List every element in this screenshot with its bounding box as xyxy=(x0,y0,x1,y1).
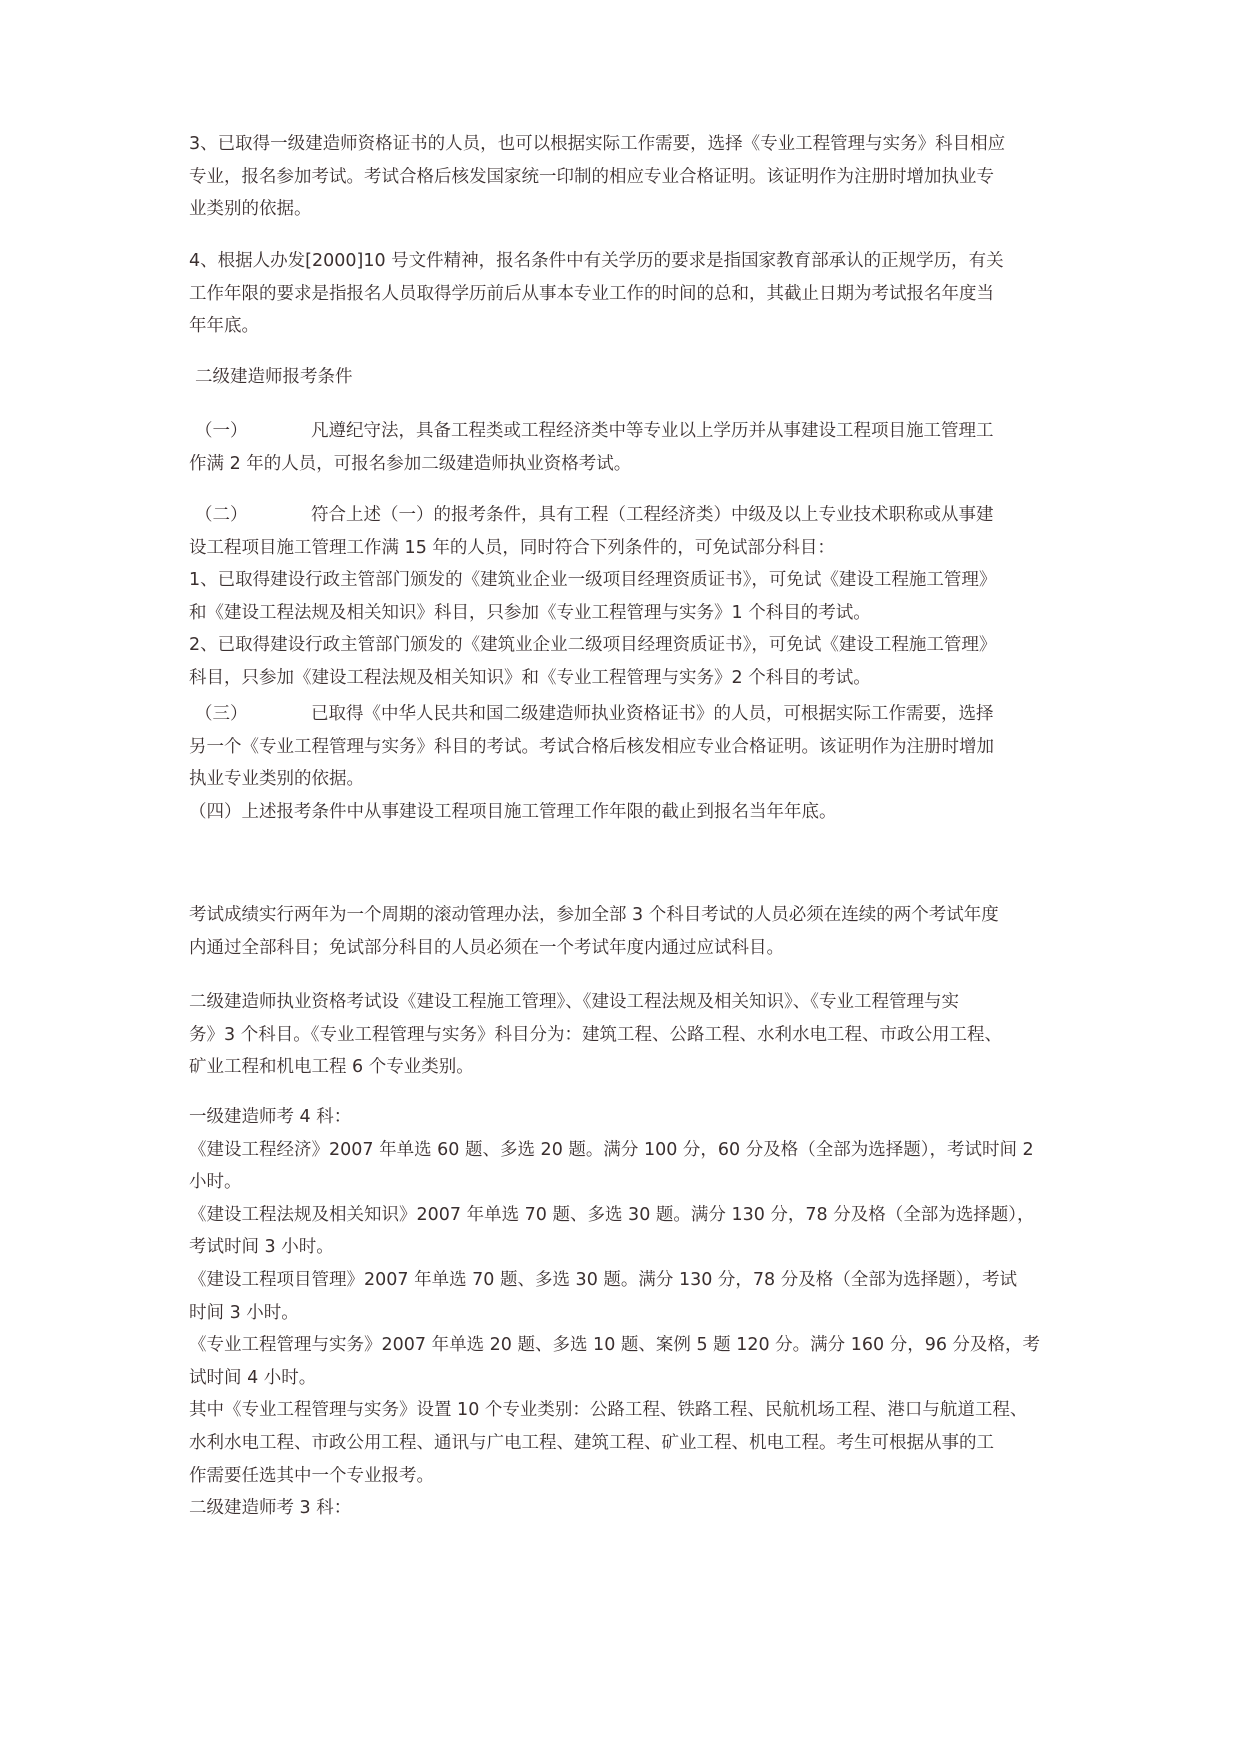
text-line: 作需要任选其中一个专业报考。 xyxy=(189,1465,434,1486)
text-line: 科目，只参加《建设工程法规及相关知识》和《专业工程管理与实务》2 个科目的考试。 xyxy=(189,667,871,688)
condition-text: 已取得《中华人民共和国二级建造师执业资格证书》的人员，可根据实际工作需要，选择 xyxy=(311,704,994,724)
text-line: 1、已取得建设行政主管部门颁发的《建筑业企业一级项目经理资质证书》，可免试《建设工程施工管理》 xyxy=(189,570,997,591)
text-line: 矿业工程和机电工程 6 个专业类别。 xyxy=(189,1057,474,1078)
text-line: 《建设工程经济》2007 年单选 60 题、多选 20 题。满分 100 分，60 分及格（全部为选择题），考试时间 2 xyxy=(189,1139,1034,1160)
text-line: 时间 3 小时。 xyxy=(189,1302,299,1323)
paragraph-level2-subjects xyxy=(189,986,1059,1084)
text-line: 内通过全部科目；免试部分科目的人员必须在一个考试年度内通过应试科目。 xyxy=(189,937,784,958)
text-line: 年年底。 xyxy=(189,316,259,337)
text-line: 执业专业类别的依据。 xyxy=(189,769,364,790)
condition-first-line xyxy=(189,499,1059,532)
text-line: 一级建造师考 4 科： xyxy=(189,1107,352,1127)
paragraph-item-3 xyxy=(189,128,1059,226)
enum-label: （二） xyxy=(195,505,248,525)
text-line: 另一个《专业工程管理与实务》科目的考试。考试合格后核发相应专业合格证明。该证明作为注册时增加 xyxy=(189,736,994,757)
paragraph-exam-subjects xyxy=(189,1101,1059,1525)
text-line: （四）上述报考条件中从事建设工程项目施工管理工作年限的截止到报名当年年底。 xyxy=(189,801,837,822)
text-line: 《建设工程法规及相关知识》2007 年单选 70 题、多选 30 题。满分 130 分，78 分及格（全部为选择题）， xyxy=(189,1204,1035,1225)
text-line: 设工程项目施工管理工作满 15 年的人员，同时符合下列条件的，可免试部分科目： xyxy=(189,537,835,558)
text-line: 《建设工程项目管理》2007 年单选 70 题、多选 30 题。满分 130 分，78 分及格（全部为选择题），考试 xyxy=(189,1269,1017,1290)
condition-text: 凡遵纪守法，具备工程类或工程经济类中等专业以上学历并从事建设工程项目施工管理工 xyxy=(311,421,994,441)
condition-1 xyxy=(189,415,1059,480)
enum-label: （三） xyxy=(195,704,248,724)
text-line: 小时。 xyxy=(189,1172,242,1193)
text-line: 3、已取得一级建造师资格证书的人员，也可以根据实际工作需要，选择《专业工程管理与实务》科目相应 xyxy=(189,134,1006,154)
text-line: 和《建设工程法规及相关知识》科目，只参加《专业工程管理与实务》1 个科目的考试。 xyxy=(189,602,871,623)
text-line: 2、已取得建设行政主管部门颁发的《建筑业企业二级项目经理资质证书》，可免试《建设工程施工管理》 xyxy=(189,635,997,656)
text-line: 其中《专业工程管理与实务》设置 10 个专业类别：公路工程、铁路工程、民航机场工程、港口与航道工程、 xyxy=(189,1400,1028,1421)
section-heading xyxy=(189,361,1059,394)
condition-3 xyxy=(189,698,1059,828)
text-line: 水利水电工程、市政公用工程、通讯与广电工程、建筑工程、矿业工程、机电工程。考生可根据从事的工 xyxy=(189,1432,994,1453)
text-line: 工作年限的要求是指报名人员取得学历前后从事本专业工作的时间的总和，其截止日期为考试报名年度当 xyxy=(189,283,994,304)
condition-2 xyxy=(189,499,1059,695)
text-line: 业类别的依据。 xyxy=(189,199,312,220)
condition-text: 符合上述（一）的报考条件，具有工程（工程经济类）中级及以上专业技术职称或从事建 xyxy=(311,505,994,525)
paragraph-score-rule xyxy=(189,899,1059,964)
text-line: 考试时间 3 小时。 xyxy=(189,1237,334,1258)
paragraph-item-4 xyxy=(189,245,1059,343)
text-line: 二级建造师考 3 科： xyxy=(189,1498,352,1519)
text-line: 4、根据人办发[2000]10 号文件精神，报名条件中有关学历的要求是指国家教育部承认的正规学历，有关 xyxy=(189,251,1004,271)
text-line: 二级建造师执业资格考试设《建设工程施工管理》、《建设工程法规及相关知识》、《专业工程管理与实 xyxy=(189,992,959,1012)
text-line: 专业，报名参加考试。考试合格后核发国家统一印制的相应专业合格证明。该证明作为注册时增加执业专 xyxy=(189,166,994,187)
text-line: 作满 2 年的人员，可报名参加二级建造师执业资格考试。 xyxy=(189,453,632,474)
text-line: 《专业工程管理与实务》2007 年单选 20 题、多选 10 题、案例 5 题 120 分。满分 160 分，96 分及格，考 xyxy=(189,1335,1041,1356)
text-line: 务》3 个科目。《专业工程管理与实务》科目分为：建筑工程、公路工程、水利水电工程、市政公用工程、 xyxy=(189,1024,1002,1045)
heading-level2-conditions: 二级建造师报考条件 xyxy=(195,367,353,387)
text-line: 试时间 4 小时。 xyxy=(189,1367,317,1388)
condition-first-line xyxy=(189,415,1059,448)
condition-first-line xyxy=(189,698,1059,731)
enum-label: （一） xyxy=(195,421,248,441)
text-line: 考试成绩实行两年为一个周期的滚动管理办法，参加全部 3 个科目考试的人员必须在连续的两个考试年度 xyxy=(189,905,999,925)
